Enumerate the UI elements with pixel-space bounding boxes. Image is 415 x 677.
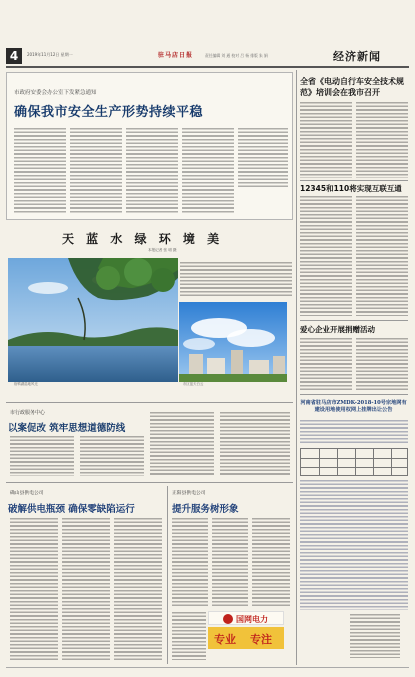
right-story2-column xyxy=(356,196,408,316)
bottom-mid-column xyxy=(212,518,248,608)
mid-story-kicker: 市行政服务中心 xyxy=(10,410,46,416)
mid-story-column xyxy=(10,436,74,476)
city-photo xyxy=(179,302,287,382)
mid-story-headline: 以案促改 筑牢思想道德防线 xyxy=(8,423,126,434)
power-company-ad xyxy=(208,611,284,649)
right-story3-column xyxy=(356,338,408,390)
section-title: 经济新闻 xyxy=(333,50,381,63)
right-story3-headline: 爱心企业开展捐赠活动 xyxy=(300,325,375,334)
top-story-headline: 确保我市安全生产形势持续平稳 xyxy=(14,105,204,120)
top-story-kicker: 市政府安委会办公室下发紧急通知 xyxy=(14,90,97,96)
divider xyxy=(300,394,408,395)
bottom-mid-column xyxy=(172,612,206,660)
bottom-left-column xyxy=(114,518,162,660)
bottom-left-column xyxy=(62,518,110,660)
header-rule xyxy=(6,66,409,68)
mid-story-column xyxy=(220,412,290,476)
notice-headline: 河南省驻马店市ZMDK-2018-10号宗地网有建设用地使用权网上挂牌出让公告 xyxy=(300,400,407,413)
right-story2-headline: 12345和110将实现互联互通 xyxy=(300,184,402,193)
top-story-column xyxy=(182,128,234,214)
bottom-mid-kicker: 正阳县供电公司 xyxy=(172,491,206,496)
bottom-mid-column xyxy=(252,518,290,608)
photo-feature-text xyxy=(180,262,292,298)
notice-body xyxy=(300,480,408,610)
ad-brand: 国网电力 xyxy=(236,615,268,624)
right-story3-column xyxy=(300,338,352,390)
lake-photo xyxy=(8,258,178,382)
bottom-left-kicker: 确山县供电公司 xyxy=(10,491,44,496)
right-story1-column xyxy=(300,102,352,178)
photo-feature-title: 天 蓝 水 绿 环 境 美 xyxy=(62,232,224,246)
bottom-mid-column xyxy=(172,518,208,608)
mid-story-column xyxy=(150,412,214,476)
divider xyxy=(300,180,408,181)
notice-contact xyxy=(350,614,400,658)
column-divider xyxy=(296,70,297,665)
power-logo-icon xyxy=(223,614,233,624)
footer-rule xyxy=(6,667,409,668)
right-story1-column xyxy=(356,102,408,178)
mid-story-column xyxy=(80,436,144,476)
top-story-column xyxy=(14,128,66,214)
bottom-left-headline: 破解供电瓶颈 确保零缺陷运行 xyxy=(8,504,135,515)
divider xyxy=(6,402,293,403)
header-date: 2019年11月12日 星期一 xyxy=(27,52,73,57)
column-divider xyxy=(167,486,168,664)
notice-table xyxy=(300,448,408,476)
city-photo-caption: 市区蓝天白云 xyxy=(183,382,204,386)
right-story1-headline: 全省《电动自行车安全技术规范》培训会在我市召开 xyxy=(300,76,404,97)
ad-slogan-left: 专业 xyxy=(214,633,236,646)
right-story2-column xyxy=(300,196,352,316)
top-story-column xyxy=(238,128,288,188)
photo-byline: 本报记者 张 明 摄 xyxy=(148,248,177,252)
notice-intro xyxy=(300,420,408,444)
top-story-column xyxy=(126,128,178,214)
top-story-column xyxy=(70,128,122,214)
lake-photo-caption: 宿鸭湖湿地风光 xyxy=(14,382,38,386)
page-number: 4 xyxy=(6,48,22,64)
bottom-mid-headline: 提升服务树形象 xyxy=(172,504,239,515)
divider xyxy=(6,482,293,483)
divider xyxy=(300,320,408,321)
paper-name: 驻马店日报 xyxy=(158,52,194,59)
bottom-left-column xyxy=(10,518,58,660)
header-meta: 责任编辑 刘 通 校对 吕 杨 排版 朱 娟 xyxy=(205,53,268,58)
ad-slogan-right: 专注 xyxy=(250,633,272,646)
